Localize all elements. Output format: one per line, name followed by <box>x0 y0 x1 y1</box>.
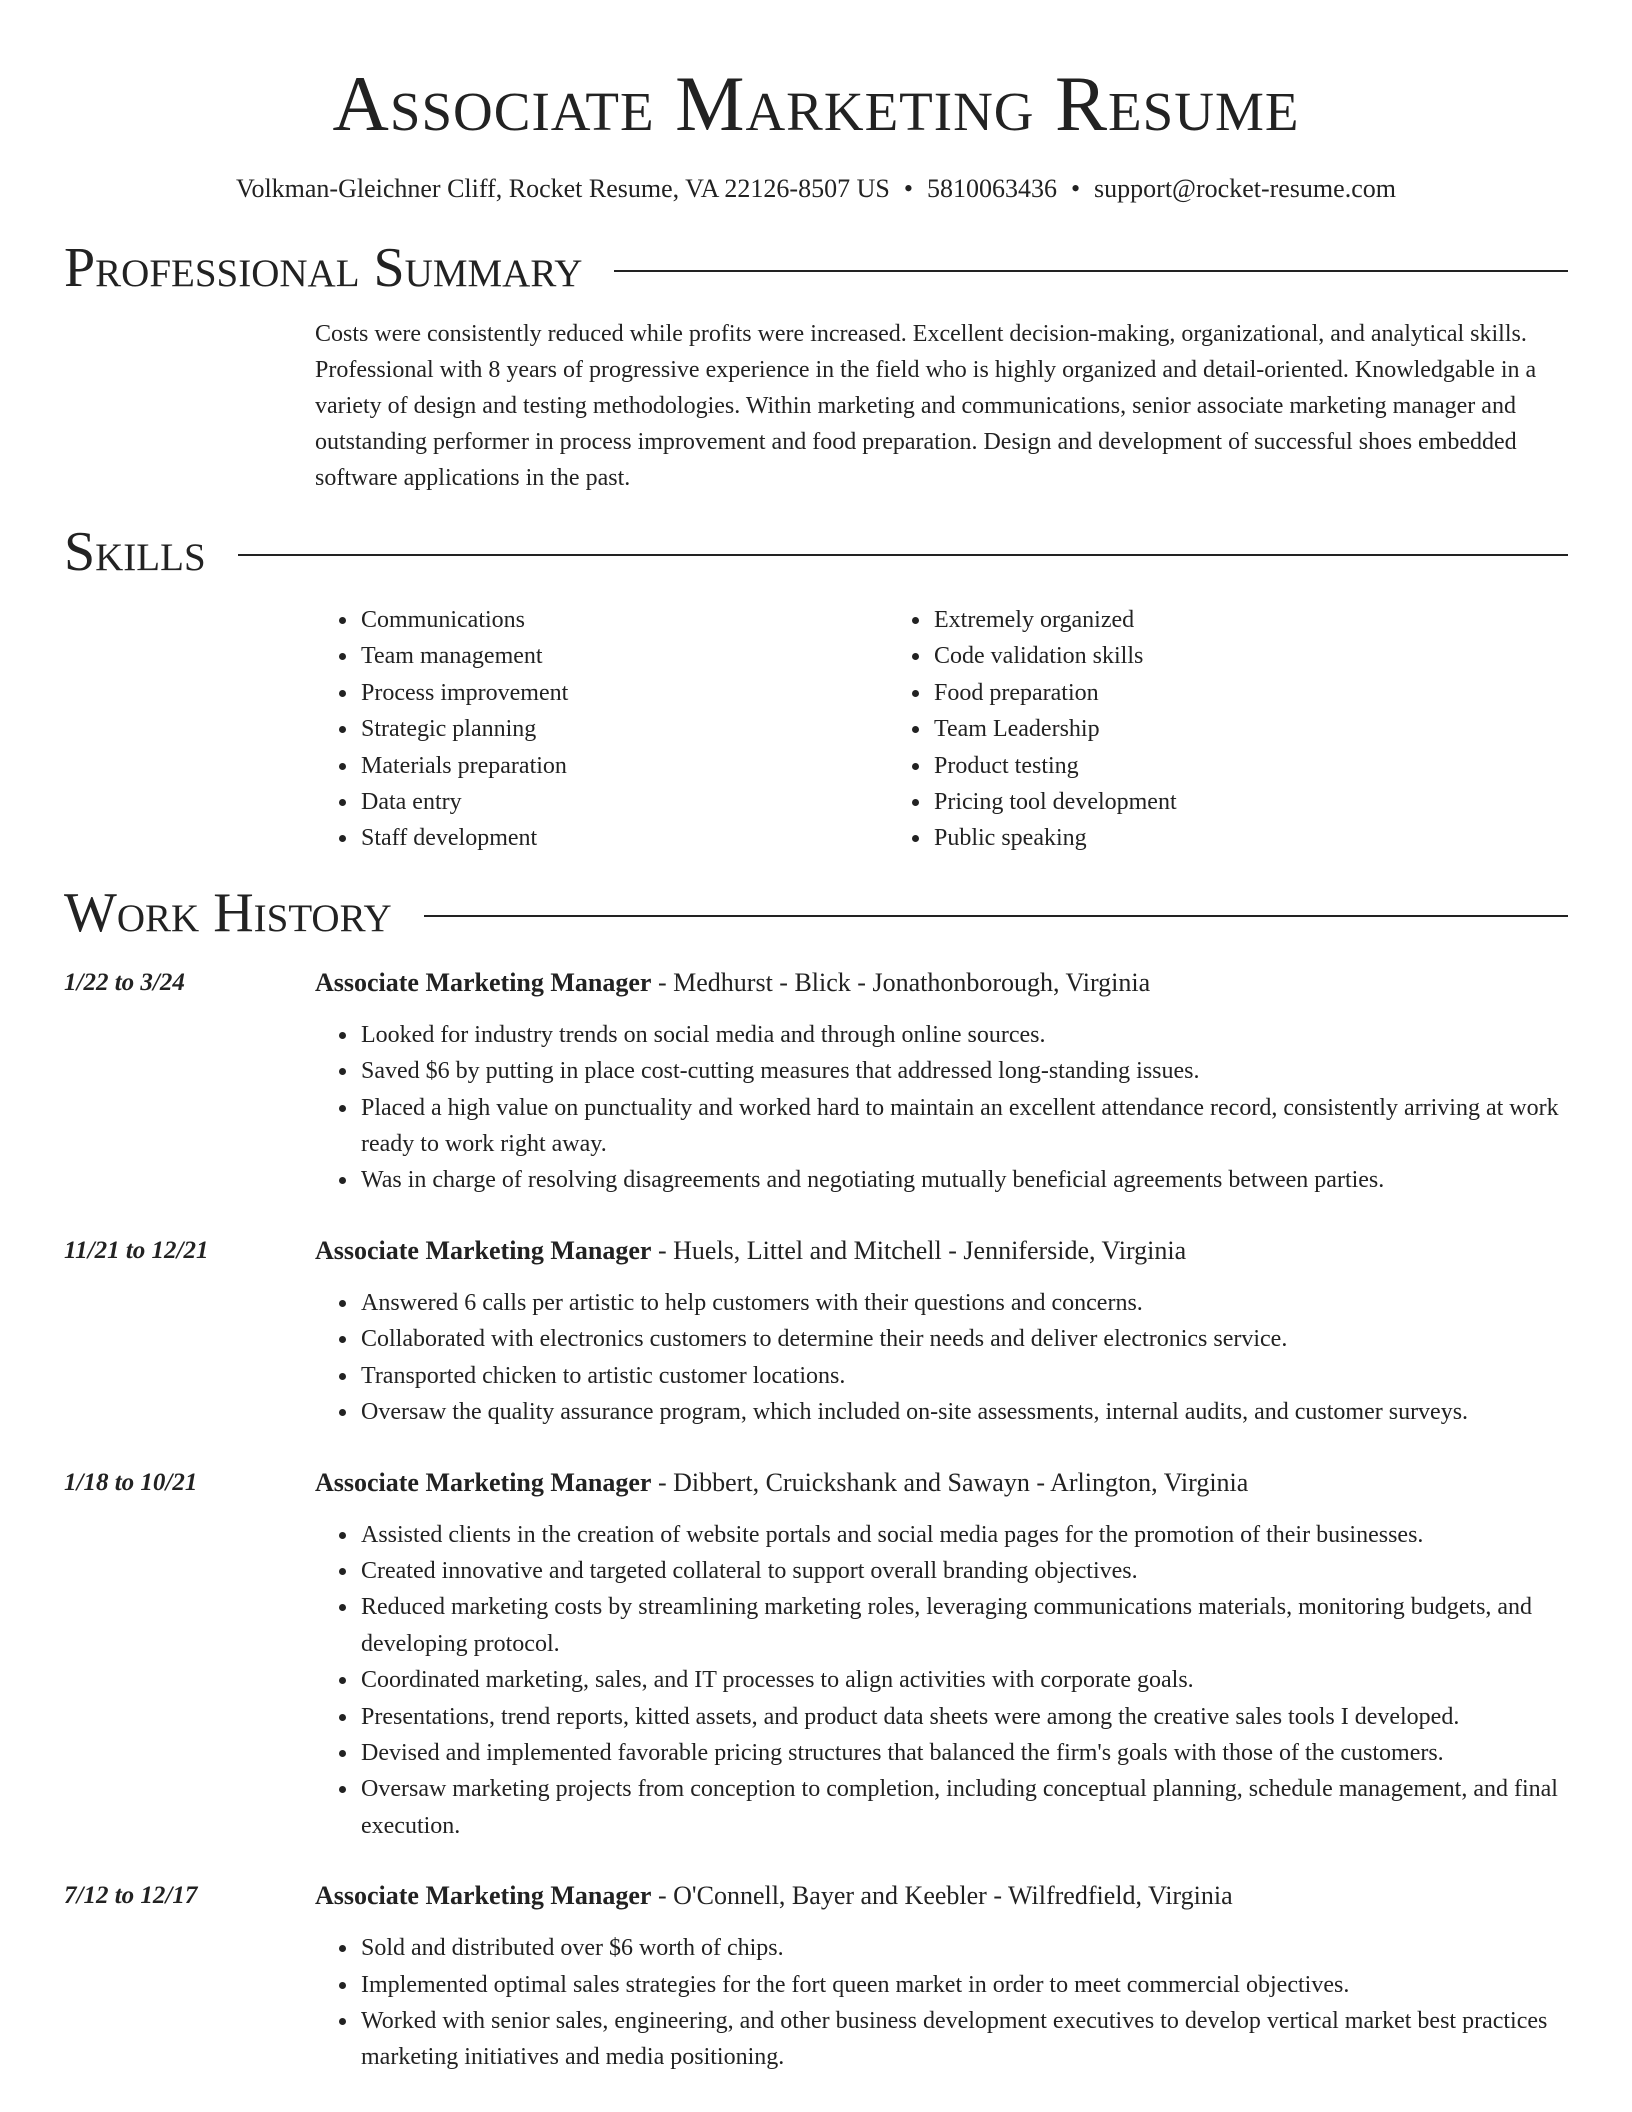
job-bullets <box>315 1930 1568 2076</box>
section-title-work-history: Work History <box>64 881 392 944</box>
job-bullet: • Devised and implemented favorable pricing structures that balanced the firm's goals with those of the customers. <box>359 1735 1568 1771</box>
job-bullet: • Created innovative and targeted collateral to support overall branding objectives. <box>359 1553 1568 1589</box>
job-bullet: • Assisted clients in the creation of website portals and social media pages for the promotion of their businesses. <box>359 1517 1568 1553</box>
job-details <box>315 1233 1568 1431</box>
job-dates: 1/18 to 10/21 <box>64 1468 198 1496</box>
job-entry <box>64 965 1568 1199</box>
job-bullet: • Placed a high value on punctuality and worked hard to maintain an excellent attendance record, consistently arriving at work ready to work right away. <box>359 1090 1568 1163</box>
job-bullet: • Sold and distributed over $6 worth of chips. <box>359 1930 1568 1966</box>
job-details <box>315 965 1568 1199</box>
job-bullet: • Oversaw the quality assurance program, which included on-site assessments, internal audits, and customer surveys. <box>359 1394 1568 1430</box>
skill-item: • Code validation skills <box>932 638 1488 674</box>
job-bullet: • Saved $6 by putting in place cost-cutting measures that addressed long-standing issues. <box>359 1053 1568 1089</box>
job-title: Associate Marketing Manager <box>315 1235 652 1265</box>
job-heading <box>315 1233 1568 1269</box>
skill-item: • Strategic planning <box>359 711 888 747</box>
job-employer: - O'Connell, Bayer and Keebler - Wilfredfield, Virginia <box>651 1881 1233 1911</box>
job-bullet: • Was in charge of resolving disagreements and negotiating mutually beneficial agreements between parties. <box>359 1162 1568 1198</box>
contact-address: Volkman-Gleichner Cliff, Rocket Resume, VA 22126-8507 US <box>236 174 890 203</box>
job-bullet: • Presentations, trend reports, kitted assets, and product data sheets were among the creative sales tools I developed. <box>359 1699 1568 1735</box>
section-title-skills: Skills <box>64 521 206 583</box>
job-details <box>315 1878 1568 2076</box>
skills-list <box>315 602 1568 857</box>
job-heading <box>315 1878 1568 1914</box>
job-employer: - Huels, Littel and Mitchell - Jenniferside, Virginia <box>651 1235 1187 1265</box>
summary-section-header <box>64 236 1568 300</box>
job-bullet: • Answered 6 calls per artistic to help customers with their questions and concerns. <box>359 1285 1568 1321</box>
job-title: Associate Marketing Manager <box>315 967 652 997</box>
job-bullets <box>315 1017 1568 1199</box>
job-entry <box>64 1878 1568 2076</box>
skill-item: • Process improvement <box>359 675 888 711</box>
job-details <box>315 1465 1568 1845</box>
skill-item: • Team Leadership <box>932 711 1488 747</box>
job-dates: 11/21 to 12/21 <box>64 1236 209 1264</box>
section-divider <box>238 554 1568 556</box>
skill-item: • Food preparation <box>932 675 1488 711</box>
section-title-summary: Professional Summary <box>64 237 583 299</box>
job-bullet: • Looked for industry trends on social media and through online sources. <box>359 1017 1568 1053</box>
job-entry <box>64 1465 1568 1845</box>
job-heading <box>315 965 1568 1001</box>
skill-item: • Extremely organized <box>932 602 1488 638</box>
job-dates: 1/22 to 3/24 <box>64 968 185 996</box>
skills-column-left <box>315 602 888 857</box>
job-bullet: • Collaborated with electronics customers to determine their needs and deliver electronics service. <box>359 1321 1568 1357</box>
resume-title: Associate Marketing Resume <box>332 60 1300 147</box>
skill-item: • Data entry <box>359 784 888 820</box>
contact-line <box>64 172 1568 206</box>
job-entry <box>64 1233 1568 1431</box>
job-employer: - Medhurst - Blick - Jonathonborough, Virginia <box>651 967 1151 997</box>
job-bullets <box>315 1517 1568 1845</box>
contact-separator: • <box>1070 174 1081 203</box>
job-heading <box>315 1465 1568 1501</box>
skill-item: • Staff development <box>359 820 888 856</box>
job-employer: - Dibbert, Cruickshank and Sawayn - Arlington, Virginia <box>651 1467 1249 1497</box>
job-title: Associate Marketing Manager <box>315 1881 652 1911</box>
job-bullet: • Implemented optimal sales strategies for the fort queen market in order to meet commercial objectives. <box>359 1967 1568 2003</box>
contact-separator: • <box>903 174 913 203</box>
job-title: Associate Marketing Manager <box>315 1467 652 1497</box>
skills-column-right <box>888 602 1488 857</box>
skills-section-header <box>64 520 1568 584</box>
section-divider <box>424 915 1568 917</box>
skill-item: • Pricing tool development <box>932 784 1488 820</box>
job-bullets <box>315 1285 1568 1431</box>
contact-email: support@rocket-resume.com <box>1094 174 1396 203</box>
job-bullet: • Oversaw marketing projects from conception to completion, including conceptual planning, schedule management, and final execution. <box>359 1771 1568 1844</box>
job-bullet: • Worked with senior sales, engineering, and other business development executives to develop vertical market best practices marketing initiatives and media positioning. <box>359 2003 1568 2076</box>
skill-item: • Communications <box>359 602 888 638</box>
skill-item: • Materials preparation <box>359 748 888 784</box>
work-section-header <box>64 881 1568 945</box>
job-dates: 7/12 to 12/17 <box>64 1882 198 1910</box>
section-divider <box>614 270 1568 272</box>
skill-item: • Public speaking <box>932 820 1488 856</box>
job-bullet: • Transported chicken to artistic customer locations. <box>359 1358 1568 1394</box>
summary-text: Costs were consistently reduced while profits were increased. Excellent decision-making, organizational, and analytical skills. Professional with 8 years of progressive experience in the field who is highly organized and detail-oriented. Knowledgable in a variety of design and testing methodologies. Within marketing and communications, senior associate marketing manager and outstanding performer in process improvement and food preparation. Design and development of successful shoes embedded software applications in the past. <box>315 321 1537 491</box>
skill-item: • Team management <box>359 638 888 674</box>
skill-item: • Product testing <box>932 748 1488 784</box>
job-bullet: • Coordinated marketing, sales, and IT processes to align activities with corporate goals. <box>359 1662 1568 1698</box>
contact-phone: 5810063436 <box>926 174 1057 203</box>
job-bullet: • Reduced marketing costs by streamlining marketing roles, leveraging communications materials, monitoring budgets, and developing protocol. <box>359 1589 1568 1662</box>
